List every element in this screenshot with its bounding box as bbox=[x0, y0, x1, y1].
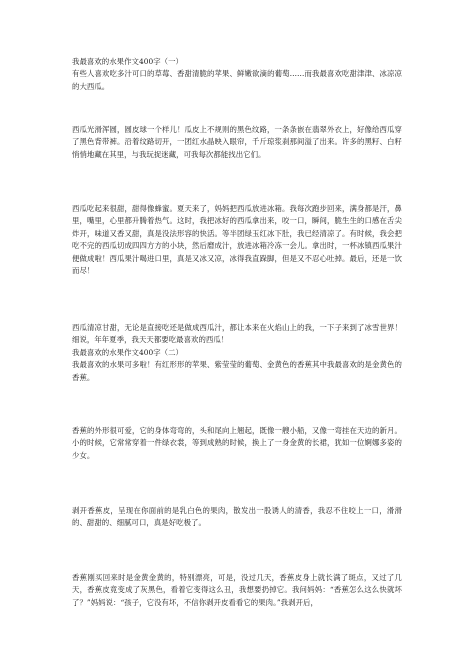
essay2-title: 我最喜欢的水果作文400字（二） bbox=[72, 347, 183, 357]
essay2-paragraph-1: 我最喜欢的水果可多啦！有红形形的苹果、紫莹莹的葡萄、金黄色的香蕉其中我最喜欢的是金黄色的香蕉。 bbox=[72, 360, 402, 382]
essay1-conclusion-block bbox=[72, 322, 402, 384]
essay1-paragraph-3-block bbox=[72, 203, 402, 277]
essay2-paragraph-2-block bbox=[72, 425, 402, 462]
essay2-paragraph-3: 剥开香蕉皮，呈现在你面前的是乳白色的果肉，散发出一股诱人的清香，我忍不住咬上一口，滑滑的、甜甜的、细腻可口，真是好吃极了。 bbox=[72, 506, 402, 528]
essay2-paragraph-3-block bbox=[72, 505, 402, 530]
essay1-paragraph-4: 西瓜清凉甘甜，无论是直接吃还是做成西瓜汁，都让本来在火焰山上的我，一下子来到了冰雪世界！细说，年年夏季，我天天都要吃最喜欢的西瓜！ bbox=[72, 323, 402, 345]
essay1-title: 我最喜欢的水果作文400字（一） bbox=[72, 57, 183, 66]
essay1-intro bbox=[72, 56, 402, 93]
essay1-paragraph-2: 西瓜光滑浑圆，圆皮球一个样儿！瓜皮上不规则的黑色纹路，一条条嵌在翡翠外衣上，好像给西瓜穿了黑色背带裤。沿着纹路切开，一团红水晶映入眼帘，千斤琼浆刹那间溢了出来。许多的黑籽、白籽悄悄地藏在其里，与我玩捉迷藏，可我每次都能找出它们。 bbox=[72, 125, 402, 159]
essay2-paragraph-2: 香蕉的外形很可爱，它的身体弯弯的，头和尾向上翘起，既像一艘小船，又像一弯挂在天边的新月。小的时候，它常常穿着一件绿衣裳，等到成熟的时候，换上了一身金黄的长裙，犹如一位婀娜多姿的少女。 bbox=[72, 426, 402, 460]
essay1-paragraph-2-block bbox=[72, 124, 402, 161]
essay2-paragraph-4: 香蕉刚买回来时是金黄金黄的，特别漂亮，可是，没过几天，香蕉皮身上就长满了斑点，又过了几天，香蕉皮竟变成了灰黑色，看着它变得这么丑，我想要扔掉它。我问妈妈：“香蕉怎么这么快就坏了？”妈妈说：“孩子，它没有坏，不信你剥开皮看看它的果肉。”我剥开后， bbox=[72, 573, 402, 607]
essay2-paragraph-4-block bbox=[72, 572, 402, 609]
essay1-paragraph-3: 西瓜吃起来很甜，甜得像蜂蜜。夏天来了，妈妈把西瓜放进冰箱。我每次跑步回来，满身都是汗，鼻里，嘴里，心里都升腾着热气。这时，我把冰好的西瓜拿出来，咬一口，瞬间，脆生生的口感在舌尖炸开，味道又香又甜，真是没法形容的快活。等半团绿玉红冰下肚，我已经清凉了。有时候，我会把吃不完的西瓜切成四四方方的小块，然后磨成汁，放进冰箱冷冻一会儿。拿出时，一杯冰镇西瓜果汁便做成啦！西瓜果汁喝进口里，真是又冰又凉，冰得我直跺脚，但是又不忍心吐掉。最后，还是一饮而尽！ bbox=[72, 204, 402, 276]
essay1-paragraph-1: 有些人喜欢吃多汁可口的草莓、香甜清脆的苹果、鲜嫩欲滴的葡萄……而我最喜欢吃甜津津、冰凉凉的大西瓜。 bbox=[72, 69, 402, 91]
